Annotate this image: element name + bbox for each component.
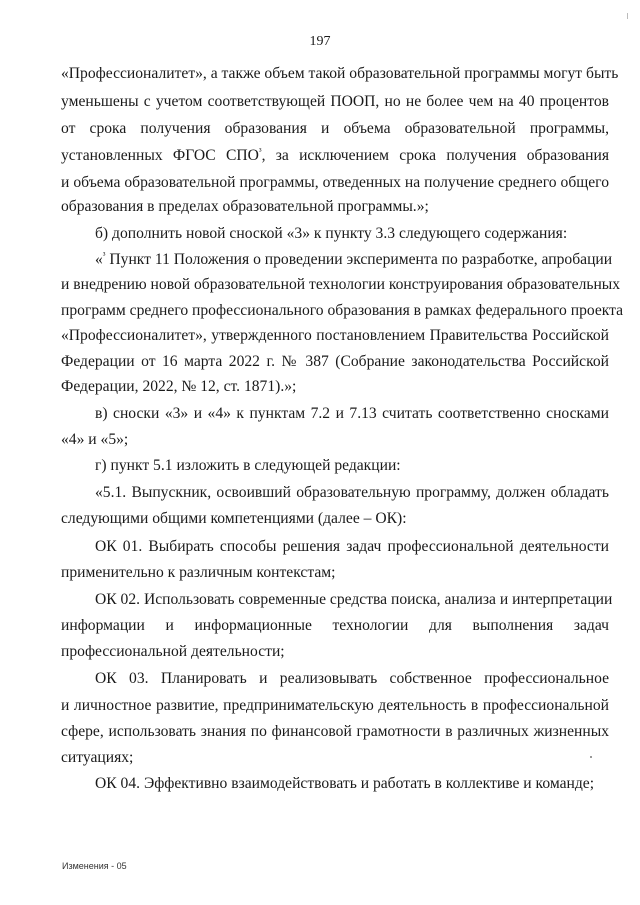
text-fragment: « (95, 251, 103, 268)
text-line: следующими общими компетенциями (далее – ОК): (61, 510, 407, 527)
text-line: от срока получения образования и объема образовательной программы, (61, 120, 609, 137)
text-line: сфере, использовать знания по финансовой грамотности в различных жизненных (61, 723, 609, 740)
text-line: Федерации от 16 марта 2022 г. № 387 (Собрание законодательства Российской (61, 353, 609, 370)
text-line: и внедрению новой образовательной технологии конструирования образовательных (61, 276, 621, 293)
text-line: ОК 03. Планировать и реализовывать собственное профессиональное (95, 670, 609, 687)
text-line: в) сноски «3» и «4» к пунктам 7.2 и 7.13 считать соответственно сносками (95, 405, 609, 422)
text-line: и объема образовательной программы, отведенных на получение среднего общего (61, 174, 609, 191)
text-line (61, 147, 609, 165)
text-line: «Профессионалитет», утвержденного постановлением Правительства Российской (61, 327, 609, 344)
text-line: ситуациях; (61, 749, 134, 766)
text-line: «4» и «5»; (61, 431, 129, 448)
text-line: информации и информационные технологии для выполнения задач (61, 617, 609, 634)
footnote-marker: ³ (258, 145, 262, 156)
scan-speck (627, 13, 628, 19)
text-line: ОК 02. Использовать современные средства поиска, анализа и интерпретации (95, 591, 613, 608)
text-line: уменьшены с учетом соответствующей ПООП, но не более чем на 40 процентов (61, 93, 609, 110)
text-fragment: установленных ФГОС СПО (61, 147, 259, 164)
scan-speck (590, 756, 592, 758)
text-line: программ среднего профессионального образования в рамках федерального проекта (61, 302, 624, 319)
footer-note: Изменения - 05 (62, 861, 127, 871)
text-line: и личностное развитие, предпринимательскую деятельность в профессиональной (61, 697, 609, 714)
footnote-marker: ³ (102, 249, 106, 260)
text-line (95, 249, 613, 269)
text-line: «5.1. Выпускник, освоивший образовательную программу, должен обладать (95, 484, 609, 501)
text-line: профессиональной деятельности; (61, 643, 285, 660)
text-line: образования в пределах образовательной программы.»; (61, 198, 429, 215)
text-line: применительно к различным контекстам; (61, 564, 336, 581)
page-number: 197 (309, 34, 331, 49)
text-line: б) дополнить новой сноской «3» к пункту 3.3 следующего содержания: (95, 225, 568, 242)
text-line: ОК 04. Эффективно взаимодействовать и работать в коллективе и команде; (95, 775, 595, 792)
text-line: «Профессионалитет», а также объем такой образовательной программы могут быть (61, 65, 619, 82)
text-line: ОК 01. Выбирать способы решения задач профессиональной деятельности (95, 538, 609, 555)
text-fragment: , за исключением срока получения образования (261, 147, 609, 164)
text-line: г) пункт 5.1 изложить в следующей редакции: (95, 457, 401, 474)
text-fragment: Пункт 11 Положения о проведении эксперимента по разработке, апробации (105, 251, 613, 268)
text-line: Федерации, 2022, № 12, ст. 1871).»; (61, 378, 297, 395)
